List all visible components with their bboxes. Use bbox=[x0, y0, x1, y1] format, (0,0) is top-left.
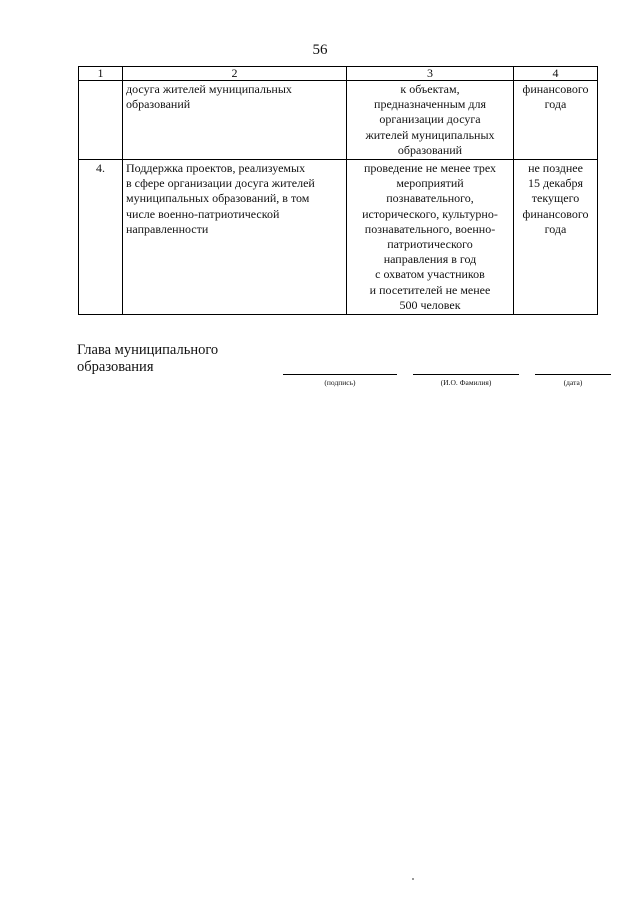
activity-cell bbox=[123, 81, 347, 160]
signature-caption: (подпись) bbox=[324, 378, 356, 387]
text-line: к объектам, bbox=[400, 82, 460, 96]
text-line: образований bbox=[126, 97, 191, 112]
date-caption: (дата) bbox=[563, 378, 583, 387]
measures-table bbox=[78, 66, 598, 315]
text-line: финансового bbox=[522, 82, 589, 96]
signatory-title bbox=[77, 342, 218, 376]
text-line: не позднее bbox=[528, 161, 583, 176]
text-line: образований bbox=[397, 142, 463, 157]
text-line: 500 человек bbox=[399, 297, 461, 312]
row-number bbox=[79, 81, 123, 160]
signatory-title-line: образования bbox=[77, 359, 154, 375]
text-line: Поддержка проектов, реализуемых bbox=[126, 161, 306, 176]
deadline-cell bbox=[514, 160, 598, 315]
text-line: жителей муниципальных bbox=[365, 127, 495, 142]
text-line: года bbox=[544, 97, 567, 112]
text-line: 15 декабря bbox=[527, 176, 584, 191]
text-line: финансового bbox=[522, 206, 589, 221]
row-number: 4. bbox=[79, 160, 123, 315]
text-line: текущего bbox=[531, 191, 580, 206]
header-col-3: 3 bbox=[347, 67, 514, 81]
name-line bbox=[413, 374, 519, 375]
text-line: направления в год bbox=[383, 252, 477, 267]
text-line: муниципальных образований, в том bbox=[126, 191, 310, 206]
text-line: проведение не менее трех bbox=[363, 161, 497, 176]
page-number: 56 bbox=[312, 42, 328, 58]
table-row bbox=[79, 160, 598, 315]
text-line: познавательного, военно- bbox=[364, 221, 496, 236]
header-col-2: 2 bbox=[123, 67, 347, 81]
table-header-row bbox=[79, 67, 598, 81]
text-line: организации досуга bbox=[379, 112, 481, 127]
activity-cell bbox=[123, 160, 347, 315]
name-caption: (И.О. Фамилия) bbox=[440, 378, 492, 387]
text-line: исторического, культурно- bbox=[362, 206, 498, 221]
text-line: мероприятий bbox=[396, 176, 464, 191]
scan-speck bbox=[412, 878, 414, 880]
indicator-cell bbox=[347, 81, 514, 160]
text-line: патриотического bbox=[387, 237, 473, 252]
text-line: числе военно-патриотической bbox=[126, 206, 280, 221]
text-line: года bbox=[544, 221, 567, 236]
text-line: предназначенным для bbox=[374, 97, 486, 112]
signatory-title-line: Глава муниципального bbox=[77, 342, 219, 358]
table-row bbox=[79, 81, 598, 160]
header-col-4: 4 bbox=[514, 67, 598, 81]
indicator-cell bbox=[347, 160, 514, 315]
text-line: познавательного, bbox=[386, 191, 474, 206]
text-line: с охватом участников bbox=[375, 267, 485, 282]
text-line: досуга жителей муниципальных bbox=[126, 82, 292, 96]
deadline-cell bbox=[514, 81, 598, 160]
signature-line bbox=[283, 374, 397, 375]
text-line: в сфере организации досуга жителей bbox=[126, 176, 315, 191]
text-line: направленности bbox=[126, 221, 209, 236]
text-line: и посетителей не менее bbox=[369, 282, 491, 297]
header-col-1: 1 bbox=[79, 67, 123, 81]
date-line bbox=[535, 374, 611, 375]
